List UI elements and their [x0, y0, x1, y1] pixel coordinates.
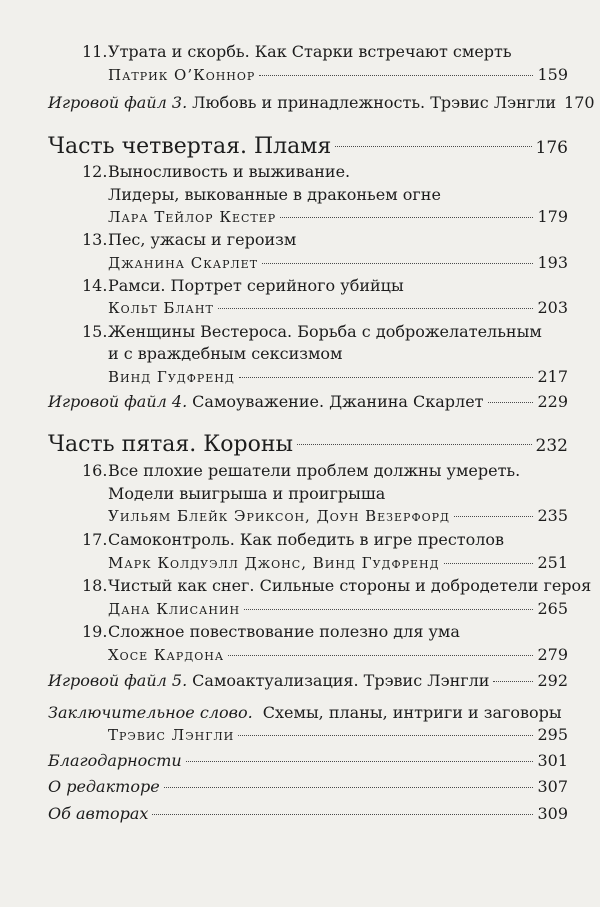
chapter-title: Рамси. Портрет серийного убийцы — [108, 276, 404, 295]
chapter-author: Дана Клисанин — [108, 600, 241, 618]
leader-dots — [454, 516, 534, 517]
leader-dots — [186, 761, 534, 762]
chapter-author: Винд Гудфренд — [108, 368, 235, 386]
page-number: 235 — [537, 506, 568, 525]
chapter-title-line-2: Лидеры, выкованные в драконьем огне — [108, 185, 441, 204]
misc-line — [48, 751, 568, 771]
chapter-number: 13. — [82, 230, 108, 249]
chapter-author: Уильям Блейк Эриксон, Доун Везерфорд — [108, 507, 450, 525]
afterword-title: Схемы, планы, интриги и заговоры — [262, 703, 562, 722]
chapter-title: Пес, ужасы и героизм — [108, 230, 297, 249]
afterword-label: Заключительное слово. — [48, 703, 253, 722]
game-file-line — [48, 93, 595, 113]
leader-dots — [238, 735, 533, 736]
chapter-author: Лара Тейлор Кестер — [108, 208, 277, 226]
leader-dots — [488, 402, 534, 403]
chapter-title: Женщины Вестероса. Борьба с доброжелательным — [108, 322, 542, 341]
game-file-line — [48, 671, 568, 691]
page-number: 295 — [537, 725, 568, 744]
chapter-title: Утрата и скорбь. Как Старки встречают смерть — [108, 42, 512, 61]
leader-dots — [228, 655, 533, 656]
page-number: 176 — [535, 138, 568, 158]
leader-dots — [493, 681, 533, 682]
chapter-title: Самоконтроль. Как победить в игре престолов — [108, 530, 505, 549]
chapter-author: Патрик О’Коннор — [108, 66, 256, 84]
chapter-title: Сложное повествование полезно для ума — [108, 622, 460, 641]
page-number: 193 — [537, 253, 568, 272]
page-number: 159 — [537, 65, 568, 84]
game-file-line — [48, 392, 568, 412]
chapter-author: Кольт Блант — [108, 299, 214, 317]
chapter-author-line — [108, 367, 568, 387]
page-number: 265 — [537, 599, 568, 618]
part-heading — [48, 432, 568, 459]
part-heading — [48, 134, 568, 161]
afterword-author-line — [108, 725, 568, 745]
chapter-title-line-2: и с враждебным сексизмом — [108, 344, 343, 363]
chapter-author-line — [108, 207, 568, 227]
part-title: Часть пятая. Короны — [48, 432, 294, 457]
page-number: 292 — [537, 671, 568, 690]
chapter-title: Выносливость и выживание. — [108, 162, 351, 181]
leader-dots — [164, 787, 534, 788]
page-number: 307 — [537, 777, 568, 796]
game-file-label: Игровой файл 5. — [48, 671, 188, 690]
chapter-number: 18. — [82, 576, 108, 595]
leader-dots — [280, 217, 533, 218]
page-number: 170 — [564, 93, 595, 112]
chapter-author: Марк Колдуэлл Джонс, Винд Гудфренд — [108, 554, 440, 572]
page-number: 203 — [537, 298, 568, 317]
chapter-number: 11. — [82, 42, 108, 61]
chapter-author-line — [108, 553, 568, 573]
misc-label: Благодарности — [48, 751, 182, 770]
leader-dots — [218, 308, 534, 309]
chapter-title: Все плохие решатели проблем должны умереть. — [108, 461, 521, 480]
leader-dots — [262, 263, 533, 264]
leader-dots — [297, 444, 531, 445]
leader-dots — [444, 563, 534, 564]
game-file-title: Самоуважение. Джанина Скарлет — [192, 392, 484, 411]
chapter-author-line — [108, 645, 568, 665]
chapter-author-line — [108, 506, 568, 526]
chapter-author-line — [108, 65, 568, 85]
page-number: 251 — [537, 553, 568, 572]
part-title: Часть четвертая. Пламя — [48, 134, 332, 159]
misc-label: Об авторах — [48, 804, 149, 823]
page-number: 179 — [537, 207, 568, 226]
chapter-title: Чистый как снег. Сильные стороны и добродетели героя — [108, 576, 592, 595]
page-number: 217 — [537, 367, 568, 386]
page-number: 309 — [537, 804, 568, 823]
chapter-author-line — [108, 599, 568, 619]
chapter-number: 16. — [82, 461, 108, 480]
chapter-title-line-2: Модели выигрыша и проигрыша — [108, 484, 386, 503]
game-file-title: Самоактуализация. Трэвис Лэнгли — [192, 671, 490, 690]
leader-dots — [259, 75, 533, 76]
leader-dots — [152, 814, 533, 815]
page-number: 232 — [535, 436, 568, 456]
chapter-number: 14. — [82, 276, 108, 295]
chapter-author-line — [108, 253, 568, 273]
leader-dots — [244, 609, 533, 610]
afterword-author: Трэвис Лэнгли — [108, 726, 235, 744]
page-number: 301 — [537, 751, 568, 770]
chapter-author-line — [108, 298, 568, 318]
leader-dots — [335, 146, 531, 147]
chapter-number: 12. — [82, 162, 108, 181]
leader-dots — [239, 377, 534, 378]
game-file-label: Игровой файл 4. — [48, 392, 188, 411]
game-file-title: Любовь и принадлежность. Трэвис Лэнгли — [192, 93, 557, 112]
chapter-number: 19. — [82, 622, 108, 641]
misc-label: О редакторе — [48, 777, 160, 796]
afterword-title-line — [48, 703, 562, 723]
chapter-number: 17. — [82, 530, 108, 549]
page-number: 229 — [537, 392, 568, 411]
misc-line — [48, 777, 568, 797]
page-number: 279 — [537, 645, 568, 664]
chapter-number: 15. — [82, 322, 108, 341]
chapter-author: Джанина Скарлет — [108, 254, 259, 272]
misc-line — [48, 804, 568, 824]
chapter-author: Хосе Кардона — [108, 646, 225, 664]
game-file-label: Игровой файл 3. — [48, 93, 188, 112]
